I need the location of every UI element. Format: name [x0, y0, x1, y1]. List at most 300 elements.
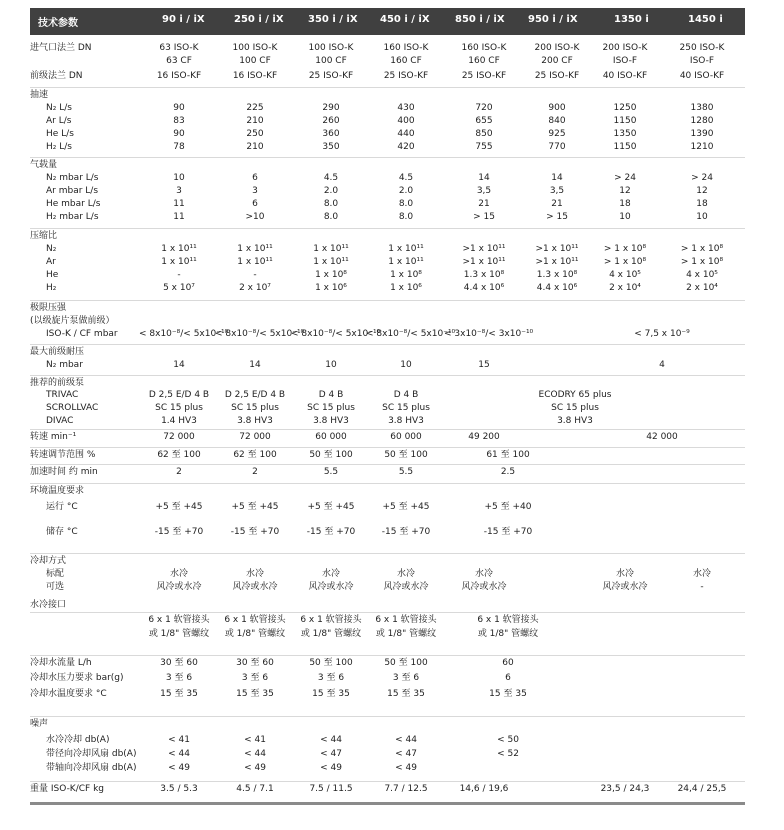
cell: 3.8 HV3 — [237, 416, 273, 426]
row-label: He mbar L/s — [46, 199, 101, 209]
cell: 925 — [548, 129, 566, 139]
cell: 1 x 10⁶ — [315, 283, 347, 293]
row-label: 水冷冷却 db(A) — [46, 735, 110, 745]
cell: 14 — [478, 173, 490, 183]
row-label: 加速时间 约 min — [30, 467, 98, 477]
cell: -15 至 +70 — [483, 527, 533, 537]
row-label: 冷却方式 — [30, 556, 67, 566]
cell: 72 000 — [163, 432, 195, 442]
cell: 23,5 / 24,3 — [600, 784, 650, 794]
cell: 7.7 / 12.5 — [384, 784, 428, 794]
cell: 42 000 — [646, 432, 678, 442]
cell: 160 CF — [468, 56, 500, 66]
cell: < 47 — [395, 749, 417, 759]
cell: 2 — [176, 467, 182, 477]
cell: > 24 — [691, 173, 713, 183]
cell: < 49 — [395, 763, 417, 773]
cell: 3 至 6 — [165, 673, 193, 683]
cell: 4 — [659, 360, 665, 370]
cell: +5 至 +45 — [382, 502, 430, 512]
row-label: 标配 — [46, 569, 65, 579]
cell: < 41 — [244, 735, 266, 745]
cell: 1 x 10¹¹ — [161, 244, 197, 254]
section-divider — [30, 553, 745, 554]
cell: 6 x 1 软管接头 — [375, 615, 437, 625]
cell: > 15 — [546, 212, 568, 222]
cell: 15 — [478, 360, 490, 370]
cell: 4 x 10⁵ — [609, 270, 641, 280]
cell: +5 至 +45 — [307, 502, 355, 512]
row-label: 噪声 — [30, 719, 49, 729]
cell: 风冷或水冷 — [308, 582, 354, 592]
cell: 1 x 10¹¹ — [313, 257, 349, 267]
cell: 655 — [475, 116, 493, 126]
cell: 14 — [173, 360, 185, 370]
cell: > 1 x 10⁸ — [603, 244, 647, 254]
cell: 430 — [397, 103, 415, 113]
cell: 90 — [173, 129, 185, 139]
cell: 83 — [173, 116, 185, 126]
cell: 1 x 10¹¹ — [237, 244, 273, 254]
row-label: 抽速 — [30, 90, 49, 100]
header-col-4: 450 i / iX — [380, 14, 430, 25]
header-col-8: 1450 i — [688, 14, 723, 25]
section-divider — [30, 157, 745, 158]
cell: 2.0 — [398, 186, 414, 196]
cell: 4 x 10⁵ — [686, 270, 718, 280]
cell: 4.5 — [323, 173, 339, 183]
cell: -15 至 +70 — [381, 527, 431, 537]
cell: 8.0 — [323, 199, 339, 209]
cell: 360 — [322, 129, 340, 139]
cell: 25 ISO-KF — [461, 71, 507, 81]
cell: 1280 — [690, 116, 714, 126]
cell: 2 x 10⁴ — [609, 283, 641, 293]
cell: ISO-F — [689, 56, 715, 66]
row-label: 进气口法兰 DN — [30, 43, 92, 53]
cell: 62 至 100 — [157, 450, 201, 460]
cell: 21 — [478, 199, 490, 209]
section-divider — [30, 483, 745, 484]
cell: 160 ISO-K — [461, 43, 507, 53]
cell: > 1 x 10⁸ — [680, 257, 724, 267]
row-label: 冷却水温度要求 °C — [30, 689, 107, 699]
row-label: 前级法兰 DN — [30, 71, 83, 81]
cell: 或 1/8" 管螺纹 — [375, 629, 437, 639]
cell: 11 — [173, 199, 185, 209]
cell: SC 15 plus — [382, 403, 430, 413]
cell: < 8x10⁻⁸/< 5x10⁻¹⁰ — [291, 329, 381, 339]
cell: 6 — [252, 173, 258, 183]
cell: 2 x 10⁴ — [686, 283, 718, 293]
cell: 210 — [246, 116, 264, 126]
cell: < 8x10⁻⁸/< 5x10⁻¹⁰ — [215, 329, 305, 339]
cell: 或 1/8" 管螺纹 — [300, 629, 362, 639]
cell: 3 — [252, 186, 258, 196]
cell: -15 至 +70 — [306, 527, 356, 537]
cell: 水冷 — [692, 569, 711, 579]
cell: 1 x 10⁶ — [390, 283, 422, 293]
cell: 1390 — [690, 129, 714, 139]
cell: ECODRY 65 plus — [538, 390, 612, 400]
cell: 或 1/8" 管螺纹 — [477, 629, 539, 639]
cell: >10 — [245, 212, 265, 222]
row-label: 储存 °C — [46, 527, 78, 537]
row-label: 可选 — [46, 582, 65, 592]
section-divider — [30, 655, 745, 656]
cell: ISO-F — [612, 56, 638, 66]
cell: >1 x 10¹¹ — [535, 257, 579, 267]
cell: 1 x 10¹¹ — [388, 244, 424, 254]
cell: 1250 — [613, 103, 637, 113]
cell: 25 ISO-KF — [534, 71, 580, 81]
row-label: 推荐的前级泵 — [30, 378, 85, 388]
cell: 50 至 100 — [309, 450, 353, 460]
row-label: TRIVAC — [46, 390, 79, 400]
row-label: 冷却水压力要求 bar(g) — [30, 673, 124, 683]
cell: 16 ISO-KF — [232, 71, 278, 81]
cell: < 7,5 x 10⁻⁹ — [634, 329, 690, 339]
cell: 水冷 — [474, 569, 493, 579]
cell: SC 15 plus — [307, 403, 355, 413]
cell: 3.8 HV3 — [388, 416, 424, 426]
cell: 2 x 10⁷ — [239, 283, 271, 293]
row-label: H₂ L/s — [46, 142, 72, 152]
cell: 840 — [548, 116, 566, 126]
cell: 8.0 — [398, 199, 414, 209]
row-label: Ar mbar L/s — [46, 186, 99, 196]
cell: 或 1/8" 管螺纹 — [224, 629, 286, 639]
cell: SC 15 plus — [231, 403, 279, 413]
cell: < 44 — [244, 749, 266, 759]
cell: > 1 x 10⁸ — [603, 257, 647, 267]
cell: 63 ISO-K — [159, 43, 199, 53]
cell: 3.8 HV3 — [313, 416, 349, 426]
row-label: Ar L/s — [46, 116, 72, 126]
section-divider — [30, 375, 745, 376]
cell: 100 ISO-K — [232, 43, 278, 53]
cell: SC 15 plus — [551, 403, 599, 413]
row-label: ISO-K / CF mbar — [46, 329, 118, 339]
cell: 21 — [551, 199, 563, 209]
cell: 420 — [397, 142, 415, 152]
row-label: 水冷接口 — [30, 600, 67, 610]
row-label: H₂ — [46, 283, 57, 293]
cell: 3.8 HV3 — [557, 416, 593, 426]
cell: 40 ISO-KF — [602, 71, 648, 81]
row-label: 极限压强 — [30, 303, 67, 313]
cell: 1380 — [690, 103, 714, 113]
cell: < 44 — [320, 735, 342, 745]
cell: >1 x 10¹¹ — [535, 244, 579, 254]
cell: > 15 — [473, 212, 495, 222]
cell: 15 至 35 — [312, 689, 350, 699]
row-label: He L/s — [46, 129, 74, 139]
cell: 6 x 1 软管接头 — [224, 615, 286, 625]
cell: D 2,5 E/D 4 B — [224, 390, 286, 400]
cell: 30 至 60 — [160, 658, 198, 668]
cell: < 3x10⁻⁸/< 3x10⁻¹⁰ — [444, 329, 534, 339]
cell: 3 至 6 — [241, 673, 269, 683]
cell: 6 — [505, 673, 511, 683]
section-divider — [30, 716, 745, 717]
cell: 4.5 / 7.1 — [236, 784, 274, 794]
table-header — [30, 8, 745, 35]
cell: - — [700, 582, 704, 592]
cell: - — [177, 270, 181, 280]
cell: 15 至 35 — [489, 689, 527, 699]
cell: < 41 — [168, 735, 190, 745]
cell: 25 ISO-KF — [383, 71, 429, 81]
bottom-rule — [30, 802, 745, 805]
row-label: SCROLLVAC — [46, 403, 99, 413]
cell: 1150 — [613, 116, 637, 126]
section-divider — [30, 612, 745, 613]
cell: 720 — [475, 103, 493, 113]
header-col-5: 850 i / iX — [455, 14, 505, 25]
section-divider — [30, 87, 745, 88]
row-label: N₂ — [46, 244, 57, 254]
cell: 210 — [246, 142, 264, 152]
cell: 2.5 — [500, 467, 516, 477]
cell: 水冷 — [396, 569, 415, 579]
cell: 900 — [548, 103, 566, 113]
cell: 5 x 10⁷ — [163, 283, 195, 293]
header-col-1: 90 i / iX — [162, 14, 205, 25]
cell: < 49 — [244, 763, 266, 773]
cell: 50 至 100 — [384, 450, 428, 460]
cell: 1 x 10¹¹ — [388, 257, 424, 267]
cell: < 8x10⁻⁸/< 5x10⁻¹⁰ — [366, 329, 456, 339]
section-divider — [30, 447, 745, 448]
cell: 18 — [696, 199, 708, 209]
cell: 水冷 — [169, 569, 188, 579]
cell: 440 — [397, 129, 415, 139]
row-label: N₂ mbar — [46, 360, 83, 370]
row-label: (以级旋片泵做前级） — [30, 316, 115, 326]
cell: -15 至 +70 — [154, 527, 204, 537]
cell: 400 — [397, 116, 415, 126]
cell: 6 x 1 软管接头 — [477, 615, 539, 625]
cell: 风冷或水冷 — [156, 582, 202, 592]
cell: 3 至 6 — [317, 673, 345, 683]
cell: 10 — [325, 360, 337, 370]
cell: 14,6 / 19,6 — [459, 784, 509, 794]
cell: 1.4 HV3 — [161, 416, 197, 426]
cell: 755 — [475, 142, 493, 152]
cell: 8.0 — [398, 212, 414, 222]
cell: D 4 B — [318, 390, 344, 400]
cell: 12 — [696, 186, 708, 196]
cell: 260 — [322, 116, 340, 126]
cell: SC 15 plus — [155, 403, 203, 413]
cell: > 24 — [614, 173, 636, 183]
cell: 100 ISO-K — [308, 43, 354, 53]
cell: 6 x 1 软管接头 — [148, 615, 210, 625]
row-label: N₂ L/s — [46, 103, 72, 113]
cell: 风冷或水冷 — [602, 582, 648, 592]
row-label: 转速调节范围 % — [30, 450, 96, 460]
cell: 16 ISO-KF — [156, 71, 202, 81]
cell: < 49 — [320, 763, 342, 773]
cell: 72 000 — [239, 432, 271, 442]
cell: 61 至 100 — [486, 450, 530, 460]
cell: 6 — [252, 199, 258, 209]
section-divider — [30, 300, 745, 301]
row-label: He — [46, 270, 59, 280]
cell: 4.5 — [398, 173, 414, 183]
cell: 90 — [173, 103, 185, 113]
cell: 62 至 100 — [233, 450, 277, 460]
cell: 160 CF — [390, 56, 422, 66]
cell: 水冷 — [245, 569, 264, 579]
row-label: 环境温度要求 — [30, 486, 85, 496]
header-col-3: 350 i / iX — [308, 14, 358, 25]
cell: 2 — [252, 467, 258, 477]
row-label: 转速 min⁻¹ — [30, 432, 77, 442]
section-divider — [30, 781, 745, 782]
cell: 10 — [619, 212, 631, 222]
cell: 1 x 10⁸ — [315, 270, 347, 280]
cell: 12 — [619, 186, 631, 196]
cell: 15 至 35 — [236, 689, 274, 699]
cell: 3 至 6 — [392, 673, 420, 683]
cell: 1350 — [613, 129, 637, 139]
cell: 78 — [173, 142, 185, 152]
cell: 49 200 — [468, 432, 500, 442]
cell: 1 x 10¹¹ — [161, 257, 197, 267]
cell: 3,5 — [476, 186, 492, 196]
cell: >1 x 10¹¹ — [462, 257, 506, 267]
cell: 225 — [246, 103, 264, 113]
cell: 18 — [619, 199, 631, 209]
cell: 60 000 — [315, 432, 347, 442]
header-title: 技术参数 — [38, 18, 78, 29]
cell: >1 x 10¹¹ — [462, 244, 506, 254]
cell: 3 — [176, 186, 182, 196]
cell: 24,4 / 25,5 — [677, 784, 727, 794]
cell: 30 至 60 — [236, 658, 274, 668]
header-col-6: 950 i / iX — [528, 14, 578, 25]
cell: 7.5 / 11.5 — [309, 784, 353, 794]
row-label: 冷却水流量 L/h — [30, 658, 92, 668]
cell: 200 CF — [541, 56, 573, 66]
cell: 1.3 x 10⁸ — [463, 270, 505, 280]
cell: 250 — [246, 129, 264, 139]
cell: 风冷或水冷 — [383, 582, 429, 592]
header-col-2: 250 i / iX — [234, 14, 284, 25]
cell: +5 至 +40 — [484, 502, 532, 512]
cell: 8.0 — [323, 212, 339, 222]
row-label: 气载量 — [30, 160, 58, 170]
cell: 770 — [548, 142, 566, 152]
section-divider — [30, 429, 745, 430]
cell: 15 至 35 — [387, 689, 425, 699]
header-col-7: 1350 i — [614, 14, 649, 25]
cell: 60 — [502, 658, 514, 668]
cell: < 44 — [395, 735, 417, 745]
cell: 850 — [475, 129, 493, 139]
cell: > 1 x 10⁸ — [680, 244, 724, 254]
cell: < 52 — [497, 749, 519, 759]
cell: 或 1/8" 管螺纹 — [148, 629, 210, 639]
cell: +5 至 +45 — [231, 502, 279, 512]
cell: 10 — [173, 173, 185, 183]
cell: 160 ISO-K — [383, 43, 429, 53]
cell: 15 至 35 — [160, 689, 198, 699]
cell: 水冷 — [321, 569, 340, 579]
section-divider — [30, 228, 745, 229]
cell: < 50 — [497, 735, 519, 745]
cell: 350 — [322, 142, 340, 152]
cell: 100 CF — [315, 56, 347, 66]
cell: 100 CF — [239, 56, 271, 66]
cell: 50 至 100 — [309, 658, 353, 668]
cell: 250 ISO-K — [679, 43, 725, 53]
cell: 1150 — [613, 142, 637, 152]
row-label: DIVAC — [46, 416, 74, 426]
cell: 6 x 1 软管接头 — [300, 615, 362, 625]
row-label: 运行 °C — [46, 502, 78, 512]
cell: 40 ISO-KF — [679, 71, 725, 81]
cell: 风冷或水冷 — [461, 582, 507, 592]
row-label: H₂ mbar L/s — [46, 212, 99, 222]
cell: 14 — [551, 173, 563, 183]
cell: < 47 — [320, 749, 342, 759]
cell: 10 — [400, 360, 412, 370]
cell: 4.4 x 10⁶ — [463, 283, 505, 293]
cell: 1 x 10⁸ — [390, 270, 422, 280]
cell: 10 — [696, 212, 708, 222]
cell: 2.0 — [323, 186, 339, 196]
section-divider — [30, 344, 745, 345]
cell: 14 — [249, 360, 261, 370]
row-label: 最大前级耐压 — [30, 347, 85, 357]
cell: 290 — [322, 103, 340, 113]
cell: 水冷 — [615, 569, 634, 579]
cell: 200 ISO-K — [534, 43, 580, 53]
row-label: 压缩比 — [30, 231, 58, 241]
cell: D 2,5 E/D 4 B — [148, 390, 210, 400]
cell: 50 至 100 — [384, 658, 428, 668]
cell: 风冷或水冷 — [232, 582, 278, 592]
cell: 60 000 — [390, 432, 422, 442]
cell: 1 x 10¹¹ — [237, 257, 273, 267]
cell: < 8x10⁻⁸/< 5x10⁻¹⁰ — [139, 329, 229, 339]
cell: 4.4 x 10⁶ — [536, 283, 578, 293]
cell: 200 ISO-K — [602, 43, 648, 53]
cell: 3,5 — [549, 186, 565, 196]
cell: 1 x 10¹¹ — [313, 244, 349, 254]
row-label: Ar — [46, 257, 56, 267]
row-label: 重量 ISO-K/CF kg — [30, 784, 104, 794]
row-label: N₂ mbar L/s — [46, 173, 99, 183]
cell: < 44 — [168, 749, 190, 759]
row-label: 带轴向冷却风扇 db(A) — [46, 763, 137, 773]
cell: 5.5 — [323, 467, 339, 477]
cell: 11 — [173, 212, 185, 222]
row-label: 带径向冷却风扇 db(A) — [46, 749, 137, 759]
cell: - — [253, 270, 257, 280]
cell: D 4 B — [393, 390, 419, 400]
section-divider — [30, 464, 745, 465]
cell: 63 CF — [166, 56, 192, 66]
cell: 5.5 — [398, 467, 414, 477]
cell: < 49 — [168, 763, 190, 773]
cell: 3.5 / 5.3 — [160, 784, 198, 794]
cell: 1.3 x 10⁸ — [536, 270, 578, 280]
cell: 25 ISO-KF — [308, 71, 354, 81]
